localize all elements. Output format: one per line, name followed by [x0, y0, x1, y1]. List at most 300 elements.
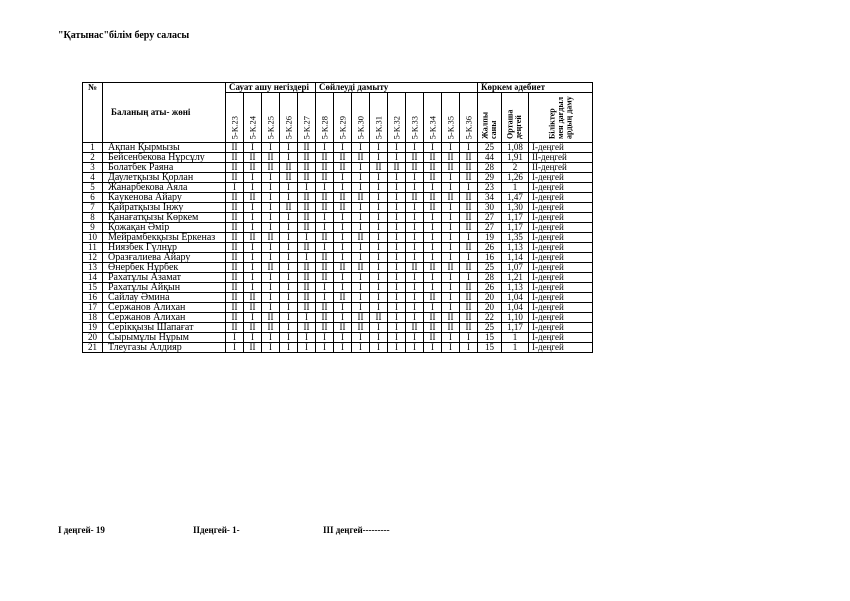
score-cell: I: [226, 333, 244, 343]
score-cell: II: [424, 153, 442, 163]
score-cell: I: [424, 243, 442, 253]
average-cell: 1,21: [502, 273, 529, 283]
score-cell: II: [226, 303, 244, 313]
score-cell: I: [298, 333, 316, 343]
score-cell: II: [226, 153, 244, 163]
row-number: 14: [83, 273, 103, 283]
score-cell: II: [226, 193, 244, 203]
score-cell: II: [334, 293, 352, 303]
score-cell: I: [262, 183, 280, 193]
table-body: [83, 143, 593, 353]
score-cell: I: [388, 183, 406, 193]
score-cell: I: [226, 343, 244, 353]
score-cell: II: [352, 313, 370, 323]
summary-level-2: IIдеңгей- 1-: [193, 525, 240, 535]
score-cell: II: [370, 163, 388, 173]
average-cell: 1,17: [502, 323, 529, 333]
child-name: Рахатұлы Азамат: [103, 273, 226, 283]
total-cell: 19: [478, 233, 502, 243]
total-cell: 44: [478, 153, 502, 163]
score-cell: I: [406, 293, 424, 303]
score-cell: II: [262, 323, 280, 333]
score-cell: II: [280, 203, 298, 213]
average-cell: 1,91: [502, 153, 529, 163]
score-cell: II: [424, 333, 442, 343]
score-cell: I: [316, 283, 334, 293]
row-number: 2: [83, 153, 103, 163]
row-number: 12: [83, 253, 103, 263]
score-cell: I: [334, 313, 352, 323]
score-cell: I: [370, 263, 388, 273]
score-cell: II: [334, 263, 352, 273]
level-cell: I-деңгей: [529, 173, 593, 183]
total-cell: 15: [478, 343, 502, 353]
average-cell: 2: [502, 163, 529, 173]
subcolumn-header-label: 5-К.29: [337, 115, 347, 139]
subcolumn-header: [442, 93, 460, 143]
row-number: 3: [83, 163, 103, 173]
score-cell: II: [352, 263, 370, 273]
score-cell: II: [334, 193, 352, 203]
table-row: [83, 163, 593, 173]
total-cell: 26: [478, 283, 502, 293]
score-cell: I: [280, 273, 298, 283]
score-cell: I: [316, 143, 334, 153]
total-cell: 27: [478, 213, 502, 223]
row-number: 7: [83, 203, 103, 213]
summary-level-3: III деңгей---------: [323, 525, 390, 535]
score-cell: I: [370, 243, 388, 253]
total-cell: 20: [478, 303, 502, 313]
score-cell: I: [244, 173, 262, 183]
score-cell: I: [244, 223, 262, 233]
score-cell: I: [262, 243, 280, 253]
score-cell: I: [442, 143, 460, 153]
score-cell: I: [370, 343, 388, 353]
score-cell: II: [244, 233, 262, 243]
level-cell: I-деңгей: [529, 263, 593, 273]
score-cell: I: [388, 273, 406, 283]
child-name: Серікқызы Шапағат: [103, 323, 226, 333]
score-cell: II: [424, 293, 442, 303]
subcolumn-header: [280, 93, 298, 143]
level-cell: I-деңгей: [529, 233, 593, 243]
score-cell: II: [460, 163, 478, 173]
table-row: [83, 253, 593, 263]
score-cell: I: [388, 313, 406, 323]
score-cell: II: [442, 263, 460, 273]
score-cell: I: [442, 253, 460, 263]
child-name: Ақпан Қырмызы: [103, 143, 226, 153]
score-cell: II: [442, 193, 460, 203]
group-header-literacy: Сауат ашу негіздері: [226, 83, 316, 93]
score-cell: II: [460, 193, 478, 203]
row-number: 11: [83, 243, 103, 253]
score-cell: I: [370, 253, 388, 263]
row-number: 6: [83, 193, 103, 203]
total-cell: 30: [478, 203, 502, 213]
score-cell: I: [370, 333, 388, 343]
total-cell: 25: [478, 263, 502, 273]
score-cell: II: [442, 163, 460, 173]
child-name: Бейсенбекова Нұрсұлу: [103, 153, 226, 163]
score-cell: I: [244, 273, 262, 283]
subcolumn-header-label: 5-К.28: [319, 115, 329, 139]
score-cell: II: [226, 233, 244, 243]
table-row: [83, 173, 593, 183]
score-cell: I: [370, 193, 388, 203]
row-number: 18: [83, 313, 103, 323]
average-cell: 1: [502, 343, 529, 353]
score-cell: I: [334, 303, 352, 313]
row-number: 21: [83, 343, 103, 353]
score-cell: I: [334, 183, 352, 193]
score-cell: I: [406, 243, 424, 253]
score-cell: I: [352, 343, 370, 353]
score-cell: II: [316, 153, 334, 163]
score-cell: I: [226, 183, 244, 193]
child-name: Қайратқызы Інжу: [103, 203, 226, 213]
child-name: Сайлау Әмина: [103, 293, 226, 303]
average-cell: 1,13: [502, 243, 529, 253]
score-cell: I: [406, 253, 424, 263]
average-cell: 1: [502, 333, 529, 343]
table-row: [83, 263, 593, 273]
score-cell: I: [334, 343, 352, 353]
score-cell: I: [280, 323, 298, 333]
summary-column-header: [478, 93, 502, 143]
score-cell: II: [460, 243, 478, 253]
score-cell: I: [370, 233, 388, 243]
score-cell: II: [298, 303, 316, 313]
score-cell: II: [388, 163, 406, 173]
score-cell: I: [262, 203, 280, 213]
score-cell: I: [388, 293, 406, 303]
score-cell: I: [388, 193, 406, 203]
score-cell: II: [334, 163, 352, 173]
subcolumn-header: [334, 93, 352, 143]
score-cell: I: [424, 273, 442, 283]
score-cell: II: [298, 223, 316, 233]
score-cell: II: [370, 313, 388, 323]
score-cell: II: [262, 163, 280, 173]
row-number: 5: [83, 183, 103, 193]
score-cell: I: [424, 343, 442, 353]
score-cell: I: [262, 213, 280, 223]
table-row: [83, 223, 593, 233]
score-cell: II: [298, 323, 316, 333]
score-cell: I: [352, 163, 370, 173]
score-cell: II: [298, 143, 316, 153]
score-cell: I: [280, 333, 298, 343]
table-row: [83, 143, 593, 153]
subcolumn-header: [316, 93, 334, 143]
level-cell: I-деңгей: [529, 243, 593, 253]
average-cell: 1,26: [502, 173, 529, 183]
score-cell: I: [370, 153, 388, 163]
score-cell: I: [424, 233, 442, 243]
row-number: 8: [83, 213, 103, 223]
average-cell: 1,35: [502, 233, 529, 243]
score-cell: II: [262, 313, 280, 323]
score-cell: I: [262, 273, 280, 283]
child-name: Даулетқызы Қорлан: [103, 173, 226, 183]
child-name: Болатбек Раяна: [103, 163, 226, 173]
score-cell: I: [244, 283, 262, 293]
score-cell: I: [442, 223, 460, 233]
total-cell: 29: [478, 173, 502, 183]
score-cell: II: [226, 143, 244, 153]
score-cell: II: [316, 233, 334, 243]
score-cell: II: [316, 303, 334, 313]
subcolumn-header-label: 5-К.27: [301, 115, 311, 139]
table-row: [83, 193, 593, 203]
score-cell: II: [334, 203, 352, 213]
level-cell: I-деңгей: [529, 203, 593, 213]
score-cell: I: [334, 213, 352, 223]
score-cell: II: [262, 233, 280, 243]
score-cell: I: [442, 243, 460, 253]
score-cell: I: [244, 143, 262, 153]
total-cell: 34: [478, 193, 502, 203]
score-cell: II: [352, 323, 370, 333]
score-cell: I: [244, 203, 262, 213]
table-row: [83, 213, 593, 223]
score-cell: I: [352, 243, 370, 253]
score-cell: I: [460, 233, 478, 243]
score-cell: I: [460, 253, 478, 263]
score-cell: II: [316, 253, 334, 263]
table-row: [83, 203, 593, 213]
subcolumn-header-label: 5-К.23: [229, 115, 239, 139]
total-cell: 22: [478, 313, 502, 323]
score-cell: I: [406, 213, 424, 223]
score-cell: I: [334, 253, 352, 263]
score-cell: II: [280, 173, 298, 183]
score-cell: I: [442, 203, 460, 213]
level-cell: I-деңгей: [529, 313, 593, 323]
score-cell: II: [262, 153, 280, 163]
score-cell: II: [298, 193, 316, 203]
score-cell: I: [244, 313, 262, 323]
score-cell: II: [460, 293, 478, 303]
score-cell: I: [316, 293, 334, 303]
score-cell: II: [226, 313, 244, 323]
score-cell: II: [424, 173, 442, 183]
score-cell: I: [352, 293, 370, 303]
score-cell: II: [280, 163, 298, 173]
level-cell: I-деңгей: [529, 143, 593, 153]
subcolumn-header-label: 5-К.25: [265, 115, 275, 139]
score-cell: I: [370, 143, 388, 153]
score-cell: II: [298, 153, 316, 163]
level-cell: II-деңгей: [529, 163, 593, 173]
table-row: [83, 333, 593, 343]
score-cell: II: [352, 153, 370, 163]
score-cell: I: [442, 343, 460, 353]
child-name: Жанарбекова Аяла: [103, 183, 226, 193]
level-cell: I-деңгей: [529, 283, 593, 293]
score-cell: I: [262, 303, 280, 313]
row-number: 17: [83, 303, 103, 313]
score-cell: I: [388, 253, 406, 263]
score-cell: I: [460, 143, 478, 153]
score-cell: II: [298, 283, 316, 293]
score-cell: I: [262, 283, 280, 293]
score-cell: I: [406, 303, 424, 313]
row-number: 20: [83, 333, 103, 343]
score-cell: I: [334, 223, 352, 233]
score-cell: II: [244, 293, 262, 303]
score-cell: I: [406, 333, 424, 343]
score-cell: I: [316, 243, 334, 253]
score-cell: II: [406, 263, 424, 273]
score-cell: I: [316, 343, 334, 353]
level-cell: I-деңгей: [529, 343, 593, 353]
score-cell: I: [262, 143, 280, 153]
score-cell: II: [460, 283, 478, 293]
table-row: [83, 273, 593, 283]
score-cell: I: [442, 283, 460, 293]
subcolumn-header-label: 5-К.34: [427, 115, 437, 139]
level-cell: I-деңгей: [529, 323, 593, 333]
score-cell: I: [406, 223, 424, 233]
average-cell: 1,10: [502, 313, 529, 323]
score-cell: II: [460, 263, 478, 273]
score-cell: II: [316, 313, 334, 323]
child-name: Тлеугазы Алдияр: [103, 343, 226, 353]
subcolumn-header-label: 5-К.33: [409, 115, 419, 139]
score-cell: I: [424, 283, 442, 293]
score-cell: I: [442, 173, 460, 183]
score-cell: II: [334, 153, 352, 163]
table-row: [83, 293, 593, 303]
group-header-literature: Көркем әдебиет: [478, 83, 593, 93]
score-cell: II: [262, 263, 280, 273]
score-cell: II: [442, 313, 460, 323]
score-cell: I: [262, 253, 280, 263]
score-cell: I: [280, 253, 298, 263]
child-name: Қожақан Әмір: [103, 223, 226, 233]
score-cell: I: [352, 183, 370, 193]
score-cell: I: [442, 333, 460, 343]
score-cell: I: [280, 233, 298, 243]
row-number: 19: [83, 323, 103, 333]
total-cell: 20: [478, 293, 502, 303]
row-number: 10: [83, 233, 103, 243]
level-cell: I-деңгей: [529, 253, 593, 263]
score-cell: I: [316, 333, 334, 343]
score-cell: I: [244, 183, 262, 193]
score-cell: II: [316, 163, 334, 173]
score-cell: I: [442, 233, 460, 243]
score-cell: II: [316, 273, 334, 283]
score-cell: I: [460, 343, 478, 353]
score-cell: I: [370, 273, 388, 283]
score-cell: II: [406, 153, 424, 163]
score-cell: II: [406, 163, 424, 173]
score-cell: I: [244, 333, 262, 343]
score-cell: I: [298, 313, 316, 323]
score-cell: II: [244, 163, 262, 173]
summary-level-1: I деңгей- 19: [58, 525, 105, 535]
level-cell: I-деңгей: [529, 223, 593, 233]
score-cell: I: [388, 283, 406, 293]
level-cell: I-деңгей: [529, 193, 593, 203]
level-cell: I-деңгей: [529, 333, 593, 343]
score-cell: II: [244, 153, 262, 163]
level-cell: I-деңгей: [529, 183, 593, 193]
score-cell: I: [262, 193, 280, 203]
child-name: Оразғалиева Айару: [103, 253, 226, 263]
score-cell: I: [280, 303, 298, 313]
average-cell: 1,13: [502, 283, 529, 293]
score-cell: I: [352, 173, 370, 183]
score-cell: I: [370, 283, 388, 293]
score-cell: I: [442, 213, 460, 223]
score-cell: I: [280, 153, 298, 163]
row-number: 16: [83, 293, 103, 303]
score-cell: I: [280, 263, 298, 273]
score-cell: I: [280, 143, 298, 153]
score-cell: II: [298, 173, 316, 183]
average-cell: 1,17: [502, 213, 529, 223]
score-cell: I: [352, 253, 370, 263]
score-cell: II: [460, 153, 478, 163]
table-row: [83, 343, 593, 353]
score-cell: II: [442, 323, 460, 333]
column-header-number: №: [83, 83, 103, 143]
score-cell: I: [316, 183, 334, 193]
score-cell: I: [262, 173, 280, 183]
subcolumn-header: [262, 93, 280, 143]
child-name: Қанағатқызы Көркем: [103, 213, 226, 223]
average-cell: 1: [502, 183, 529, 193]
score-cell: I: [442, 303, 460, 313]
score-cell: I: [460, 273, 478, 283]
score-cell: I: [262, 343, 280, 353]
score-cell: I: [388, 333, 406, 343]
average-cell: 1,14: [502, 253, 529, 263]
score-cell: I: [352, 303, 370, 313]
average-cell: 1,07: [502, 263, 529, 273]
average-cell: 1,30: [502, 203, 529, 213]
table-row: [83, 313, 593, 323]
score-cell: II: [298, 213, 316, 223]
score-cell: II: [460, 323, 478, 333]
total-cell: 25: [478, 143, 502, 153]
score-cell: I: [388, 243, 406, 253]
score-cell: II: [352, 233, 370, 243]
score-cell: II: [442, 153, 460, 163]
child-name: Өнербек Нұрбек: [103, 263, 226, 273]
score-cell: I: [334, 173, 352, 183]
score-cell: I: [406, 313, 424, 323]
score-cell: I: [280, 293, 298, 303]
score-cell: I: [424, 143, 442, 153]
score-cell: II: [424, 163, 442, 173]
score-cell: II: [226, 223, 244, 233]
score-cell: I: [298, 183, 316, 193]
average-cell: 1,17: [502, 223, 529, 233]
score-cell: I: [298, 253, 316, 263]
summary-column-header: [529, 93, 593, 143]
score-cell: I: [262, 223, 280, 233]
score-cell: II: [334, 323, 352, 333]
score-cell: II: [316, 323, 334, 333]
score-cell: I: [370, 183, 388, 193]
score-cell: I: [244, 243, 262, 253]
